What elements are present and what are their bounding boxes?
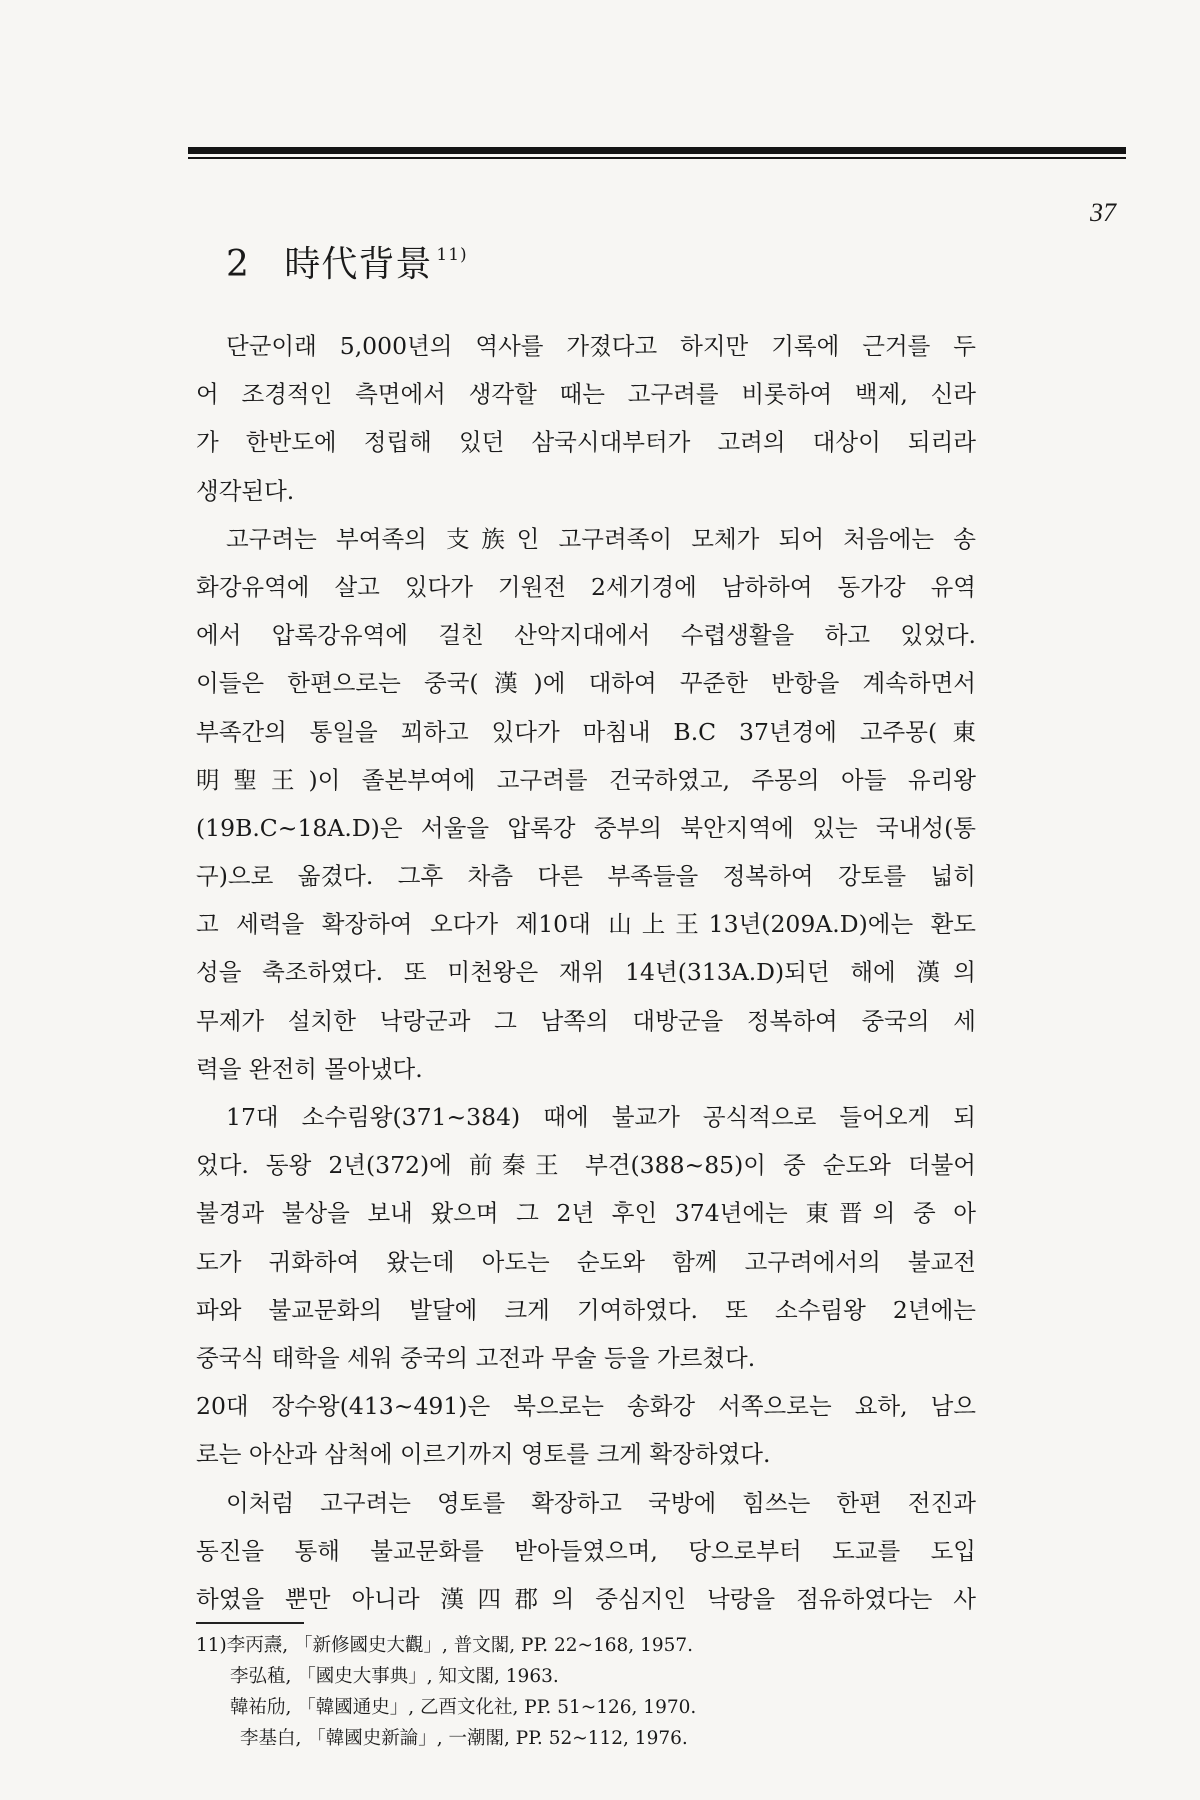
body-line: 하였을 뿐만 아니라 漢四郡의 중심지인 낙랑을 점유하였다는 사 <box>196 1584 976 1613</box>
body-line: 明聖王)이 졸본부여에 고구려를 건국하였고, 주몽의 아들 유리왕 <box>196 765 976 794</box>
section-heading <box>226 236 468 287</box>
footnote-line: 李弘稙, 「國史大事典」, 知文閣, 1963. <box>230 1666 559 1687</box>
body-line: 고 세력을 확장하여 오다가 제10대 山上王13년(209A.D)에는 환도 <box>196 910 976 939</box>
body-line: 화강유역에 살고 있다가 기원전 2세기경에 남하하여 동가강 유역 <box>196 572 976 601</box>
section-title: 時代背景 <box>284 244 433 285</box>
section-footnote-ref[interactable]: 11) <box>436 245 468 265</box>
page-number: 37 <box>1090 198 1116 227</box>
header-rule-thin <box>188 157 1126 159</box>
body-line: 부족간의 통일을 꾀하고 있다가 마침내 B.C 37년경에 고주몽(東 <box>196 717 976 746</box>
body-line: 파와 불교문화의 발달에 크게 기여하였다. 또 소수림왕 2년에는 <box>196 1295 976 1324</box>
body-line: 에서 압록강유역에 걸친 산악지대에서 수렵생활을 하고 있었다. <box>196 621 976 650</box>
footnotes <box>196 1630 996 1754</box>
body-line: (19B.C~18A.D)은 서울을 압록강 중부의 북안지역에 있는 국내성(통 <box>196 813 976 842</box>
body-text <box>196 322 976 1623</box>
body-line: 도가 귀화하여 왔는데 아도는 순도와 함께 고구려에서의 불교전 <box>196 1247 976 1276</box>
body-line: 17대 소수림왕(371~384) 때에 불교가 공식적으로 들어오게 되 <box>226 1103 976 1131</box>
body-line: 이처럼 고구려는 영토를 확장하고 국방에 힘쓰는 한편 전진과 <box>226 1488 976 1517</box>
body-line: 성을 축조하였다. 또 미천왕은 재위 14년(313A.D)되던 해에 漢의 <box>196 958 976 987</box>
body-line: 로는 아산과 삼척에 이르기까지 영토를 크게 확장하였다. <box>196 1440 771 1469</box>
footnote-rule <box>196 1622 304 1624</box>
body-line: 단군이래 5,000년의 역사를 가졌다고 하지만 기록에 근거를 두 <box>226 332 976 360</box>
body-line: 구)으로 옮겼다. 그후 차츰 다른 부족들을 정복하여 강토를 넓히 <box>196 862 976 891</box>
body-line: 가 한반도에 정립해 있던 삼국시대부터가 고려의 대상이 되리라 <box>196 428 976 457</box>
body-line: 동진을 통해 불교문화를 받아들였으며, 당으로부터 도교를 도입 <box>196 1536 976 1565</box>
body-line: 20대 장수왕(413~491)은 북으로는 송화강 서쪽으로는 요하, 남으 <box>196 1392 976 1421</box>
footnote-line: 李基白, 「韓國史新論」, 一潮閣, PP. 52~112, 1976. <box>240 1728 688 1749</box>
section-number: 2 <box>226 244 250 285</box>
body-line: 중국식 태학을 세워 중국의 고전과 무술 등을 가르쳤다. <box>196 1343 756 1372</box>
body-line: 었다. 동왕 2년(372)에 前秦王 부견(388~85)이 중 순도와 더불어 <box>196 1151 976 1180</box>
header-rule <box>188 147 1126 159</box>
footnote-line: 11)李丙燾, 「新修國史大觀」, 普文閣, PP. 22~168, 1957. <box>196 1635 694 1656</box>
body-line: 어 조경적인 측면에서 생각할 때는 고구려를 비롯하여 백제, 신라 <box>196 380 976 409</box>
header-rule-thick <box>188 147 1126 154</box>
body-line: 생각된다. <box>196 476 295 505</box>
footnote-line: 韓祐劤, 「韓國通史」, 乙酉文化社, PP. 51~126, 1970. <box>230 1697 697 1718</box>
body-line: 이들은 한편으로는 중국(漢)에 대하여 꾸준한 반항을 계속하면서 <box>196 669 976 698</box>
body-line: 무제가 설치한 낙랑군과 그 남쪽의 대방군을 정복하여 중국의 세 <box>196 1006 976 1035</box>
body-line: 력을 완전히 몰아냈다. <box>196 1054 423 1083</box>
body-line: 고구려는 부여족의 支族인 고구려족이 모체가 되어 처음에는 송 <box>226 524 976 553</box>
body-line: 불경과 불상을 보내 왔으며 그 2년 후인 374년에는 東晋의 중 아 <box>196 1199 976 1228</box>
